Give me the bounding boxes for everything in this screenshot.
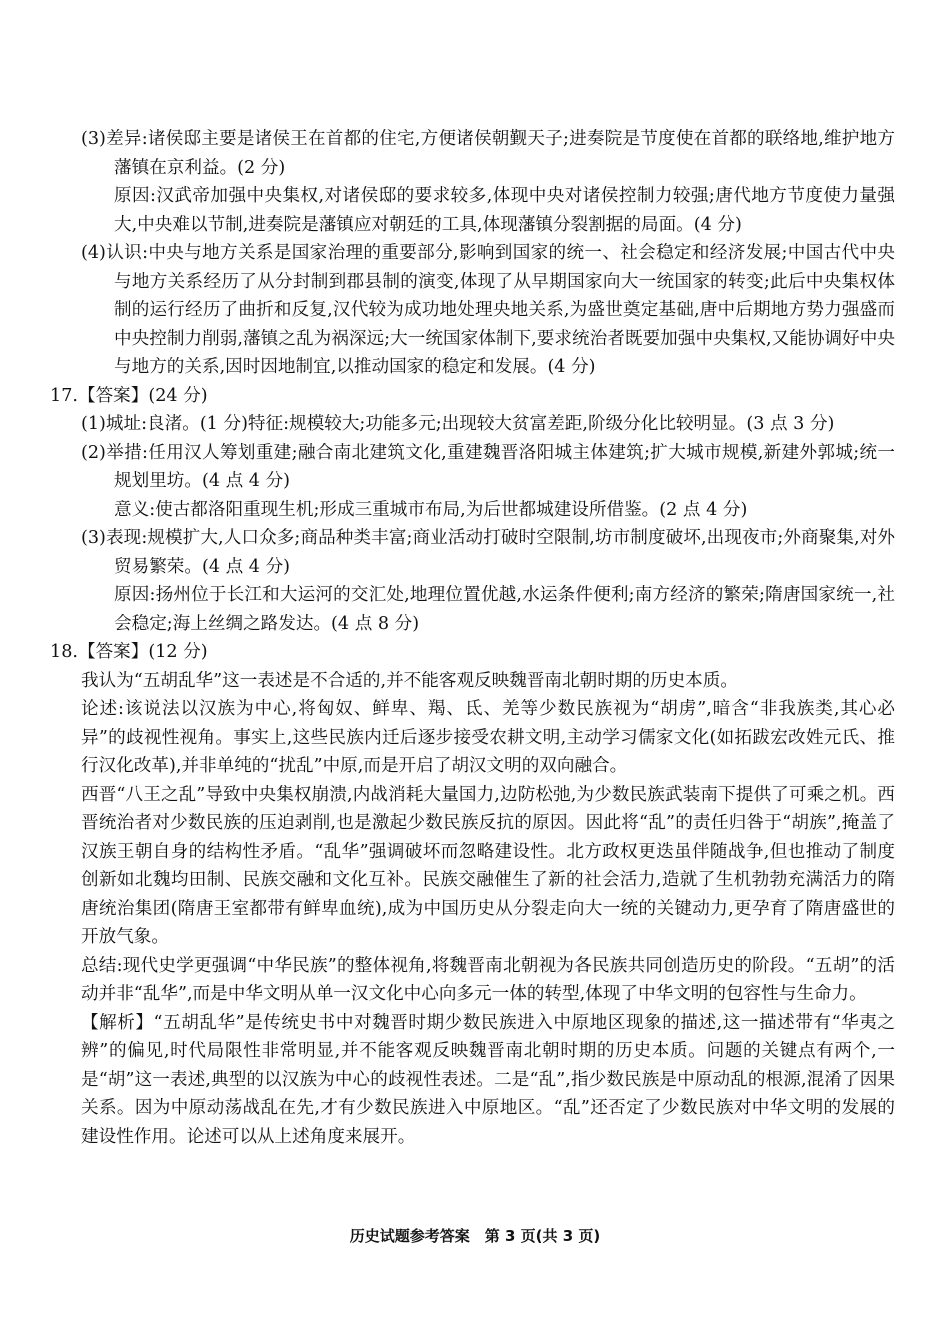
q17-part1: (1)城址:良渚。(1 分)特征:规模较大;功能多元;出现较大贫富差距,阶级分化比较明显。(3 点 3 分) (81, 414, 835, 434)
q17-heading: 17.【答案】(24 分) (50, 385, 208, 406)
q18-thesis: 我认为“五胡乱华”这一表述是不合适的,并不能客观反映魏晋南北朝时期的历史本质。 (81, 670, 738, 691)
q16-part3-difference: (3)差异:诸侯邸主要是诸侯王在首都的住宅,方便诸侯朝觐天子;进奏院是节度使在首都的联络地,维护地方藩镇在京利益。(2 分) (81, 129, 895, 178)
q16-part3-reason: 原因:汉武帝加强中央集权,对诸侯邸的要求较多,体现中央对诸侯控制力较强;唐代地方节度使力量强大,中央难以节制,进奏院是藩镇应对朝廷的工具,体现藩镇分裂割据的局面。(4 分) (114, 186, 895, 235)
q18-summary: 总结:现代史学更强调“中华民族”的整体视角,将魏晋南北朝视为各民族共同创造历史的阶段。“五胡”的活动并非“乱华”,而是中华文明从单一汉文化中心向多元一体的转型,体现了中华文明的包容性与生命力。 (81, 955, 895, 1004)
page-footer: 历史试题参考答案 第 3 页(共 3 页) (349, 1227, 601, 1245)
q17-part3-reason: 原因:扬州位于长江和大运河的交汇处,地理位置优越,水运条件便利;南方经济的繁荣;隋唐国家统一,社会稳定;海上丝绸之路发达。(4 点 8 分) (114, 585, 895, 634)
q18-argument-2: 西晋“八王之乱”导致中央集权崩溃,内战消耗大量国力,边防松弛,为少数民族武装南下提供了可乘之机。西晋统治者对少数民族的压迫剥削,也是激起少数民族反抗的原因。因此将“乱”的责任归咎于“胡族”,掩盖了汉族王朝自身的结构性矛盾。“乱华”强调破坏而忽略建设性。北方政权更迭虽伴随战争,但也推动了制度创新如北魏均田制、民族交融和文化互补。民族交融催生了新的社会活力,造就了生机勃勃充满活力的隋唐统治集团(隋唐王室都带有鲜卑血统),成为中国历史从分裂走向大一统的关键动力,更孕育了隋唐盛世的开放气象。 (81, 784, 895, 947)
q17-part3-performance: (3)表现:规模扩大,人口众多;商品种类丰富;商业活动打破时空限制,坊市制度破坏,出现夜市;外商聚集,对外贸易繁荣。(4 点 4 分) (81, 528, 895, 577)
q17-part2-meaning: 意义:使古都洛阳重现生机;形成三重城市布局,为后世都城建设所借鉴。(2 点 4 分) (114, 499, 748, 520)
q16-part4-understanding: (4)认识:中央与地方关系是国家治理的重要部分,影响到国家的统一、社会稳定和经济发展;中国古代中央与地方关系经历了从分封制到郡县制的演变,体现了从早期国家向大一统国家的转变;此后中央集权体制的运行经历了曲折和反复,汉代较为成功地处理央地关系,为盛世奠定基础,唐中后期地方势力强盛而中央控制力削弱,藩镇之乱为祸深远;大一统国家体制下,要求统治者既要加强中央集权,又能协调好中央与地方的关系,因时因地制宜,以推动国家的稳定和发展。(4 分) (81, 243, 895, 377)
q18-analysis: 【解析】“五胡乱华”是传统史书中对魏晋时期少数民族进入中原地区现象的描述,这一描述带有“华夷之辨”的偏见,时代局限性非常明显,并不能客观反映魏晋南北朝时期的历史本质。问题的关键点有两个,一是“胡”这一表述,典型的以汉族为中心的歧视性表述。二是“乱”,指少数民族是中原动乱的根源,混淆了因果关系。因为中原动荡战乱在先,才有少数民族进入中原地区。“乱”还否定了少数民族对中华文明的发展的建设性作用。论述可以从上述角度来展开。 (81, 1012, 895, 1147)
q18-heading: 18.【答案】(12 分) (50, 642, 208, 662)
q18-argument-1: 论述:该说法以汉族为中心,将匈奴、鲜卑、羯、氐、羌等少数民族视为“胡虏”,暗含“非我族类,其心必异”的歧视性视角。事实上,这些民族内迁后逐步接受农耕文明,主动学习儒家文化(如拓跋宏改姓元氏、推行汉化改革),并非单纯的“扰乱”中原,而是开启了胡汉文明的双向融合。 (81, 699, 895, 776)
answer-content (50, 125, 895, 1151)
q17-part2-measures: (2)举措:任用汉人筹划重建;融合南北建筑文化,重建魏晋洛阳城主体建筑;扩大城市规模,新建外郭城;统一规划里坊。(4 点 4 分) (81, 442, 895, 491)
